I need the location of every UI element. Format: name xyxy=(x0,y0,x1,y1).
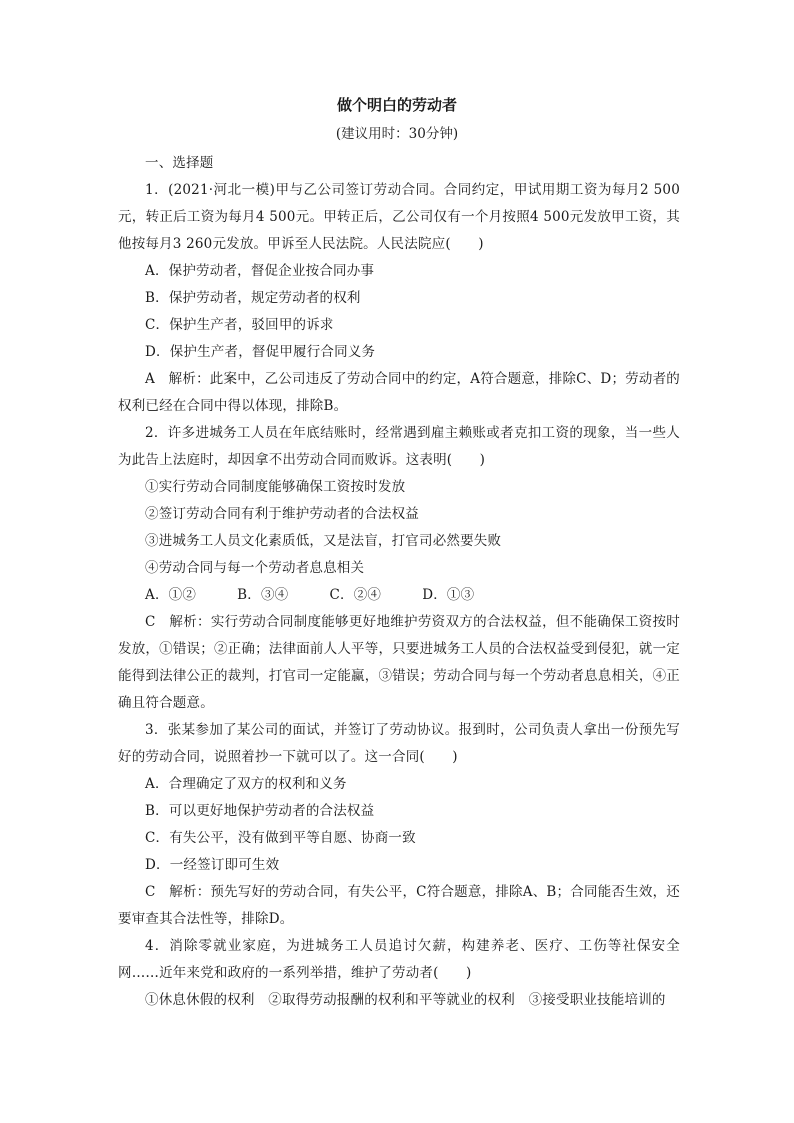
q3-option-a: A．合理确定了双方的权利和义务 xyxy=(145,776,347,792)
q2-statement-2: ②签订劳动合同有利于维护劳动者的合法权益 xyxy=(145,506,419,522)
q3-analysis: C 解析：预先写好的劳动合同，有失公平，C符合题意，排除A、B；合同能否生效，还要审查其合法性等，排除D。 xyxy=(118,884,680,927)
q3-option-b: B．可以更好地保护劳动者的合法权益 xyxy=(145,803,375,819)
q2-statement-4: ④劳动合同与每一个劳动者息息相关 xyxy=(145,560,365,576)
question-3-stem: 3．张某参加了某公司的面试，并签订了劳动协议。报到时，公司负责人拿出一份预先写好的劳动合同，说照着抄一下就可以了。这一合同( ) xyxy=(118,722,680,765)
q2-options-row: A．①② B．③④ C．②④ D．①③ xyxy=(145,587,475,603)
question-1-stem: 1．(2021·河北一模)甲与乙公司签订劳动合同。合同约定，甲试用期工资为每月2 500元，转正后工资为每月4 500元。甲转正后，乙公司仅有一个月按照4 500元发放甲工资，其他按每月3 260元发放。甲诉至人民法院。人民法院应( ) xyxy=(118,182,680,252)
q2-statement-3: ③进城务工人员文化素质低，又是法盲，打官司必然要失败 xyxy=(145,533,502,549)
q3-option-c: C．有失公平，没有做到平等自愿、协商一致 xyxy=(145,830,416,846)
q1-option-b: B．保护劳动者，规定劳动者的权利 xyxy=(145,290,361,306)
question-content xyxy=(118,150,680,1014)
q1-option-a: A．保护劳动者，督促企业按合同办事 xyxy=(145,263,375,279)
q2-statement-1: ①实行劳动合同制度能够确保工资按时发放 xyxy=(145,479,406,495)
q1-analysis: A 解析：此案中，乙公司违反了劳动合同中的约定，A符合题意，排除C、D；劳动者的权利已经在合同中得以体现，排除B。 xyxy=(118,371,680,414)
q1-option-d: D．保护生产者，督促甲履行合同义务 xyxy=(145,344,376,360)
time-suggestion: (建议用时：30分钟) xyxy=(335,126,459,142)
page-title: 做个明白的劳动者 xyxy=(336,96,457,114)
question-2-stem: 2．许多进城务工人员在年底结账时，经常遇到雇主赖账或者克扣工资的现象，当一些人为此告上法庭时，却因拿不出劳动合同而败诉。这表明( ) xyxy=(118,425,680,468)
section-heading: 一、选择题 xyxy=(145,155,214,171)
q2-analysis: C 解析：实行劳动合同制度能够更好地维护劳资双方的合法权益，但不能确保工资按时发放，①错误；②正确；法律面前人人平等，只要进城务工人员的合法权益受到侵犯，就一定能得到法律公正的裁判，打官司一定能赢，③错误；劳动合同与每一个劳动者息息相关，④正确且符合题意。 xyxy=(118,614,680,711)
q4-statements-line: ①休息休假的权利 ②取得劳动报酬的权利和平等就业的权利 ③接受职业技能培训的 xyxy=(145,992,666,1008)
q1-option-c: C．保护生产者，驳回甲的诉求 xyxy=(145,317,334,333)
question-4-stem: 4．消除零就业家庭，为进城务工人员追讨欠薪，构建养老、医疗、工伤等社保安全网……近年来党和政府的一系列举措，维护了劳动者( ) xyxy=(118,938,680,981)
q3-option-d: D．一经签订即可生效 xyxy=(145,857,280,873)
